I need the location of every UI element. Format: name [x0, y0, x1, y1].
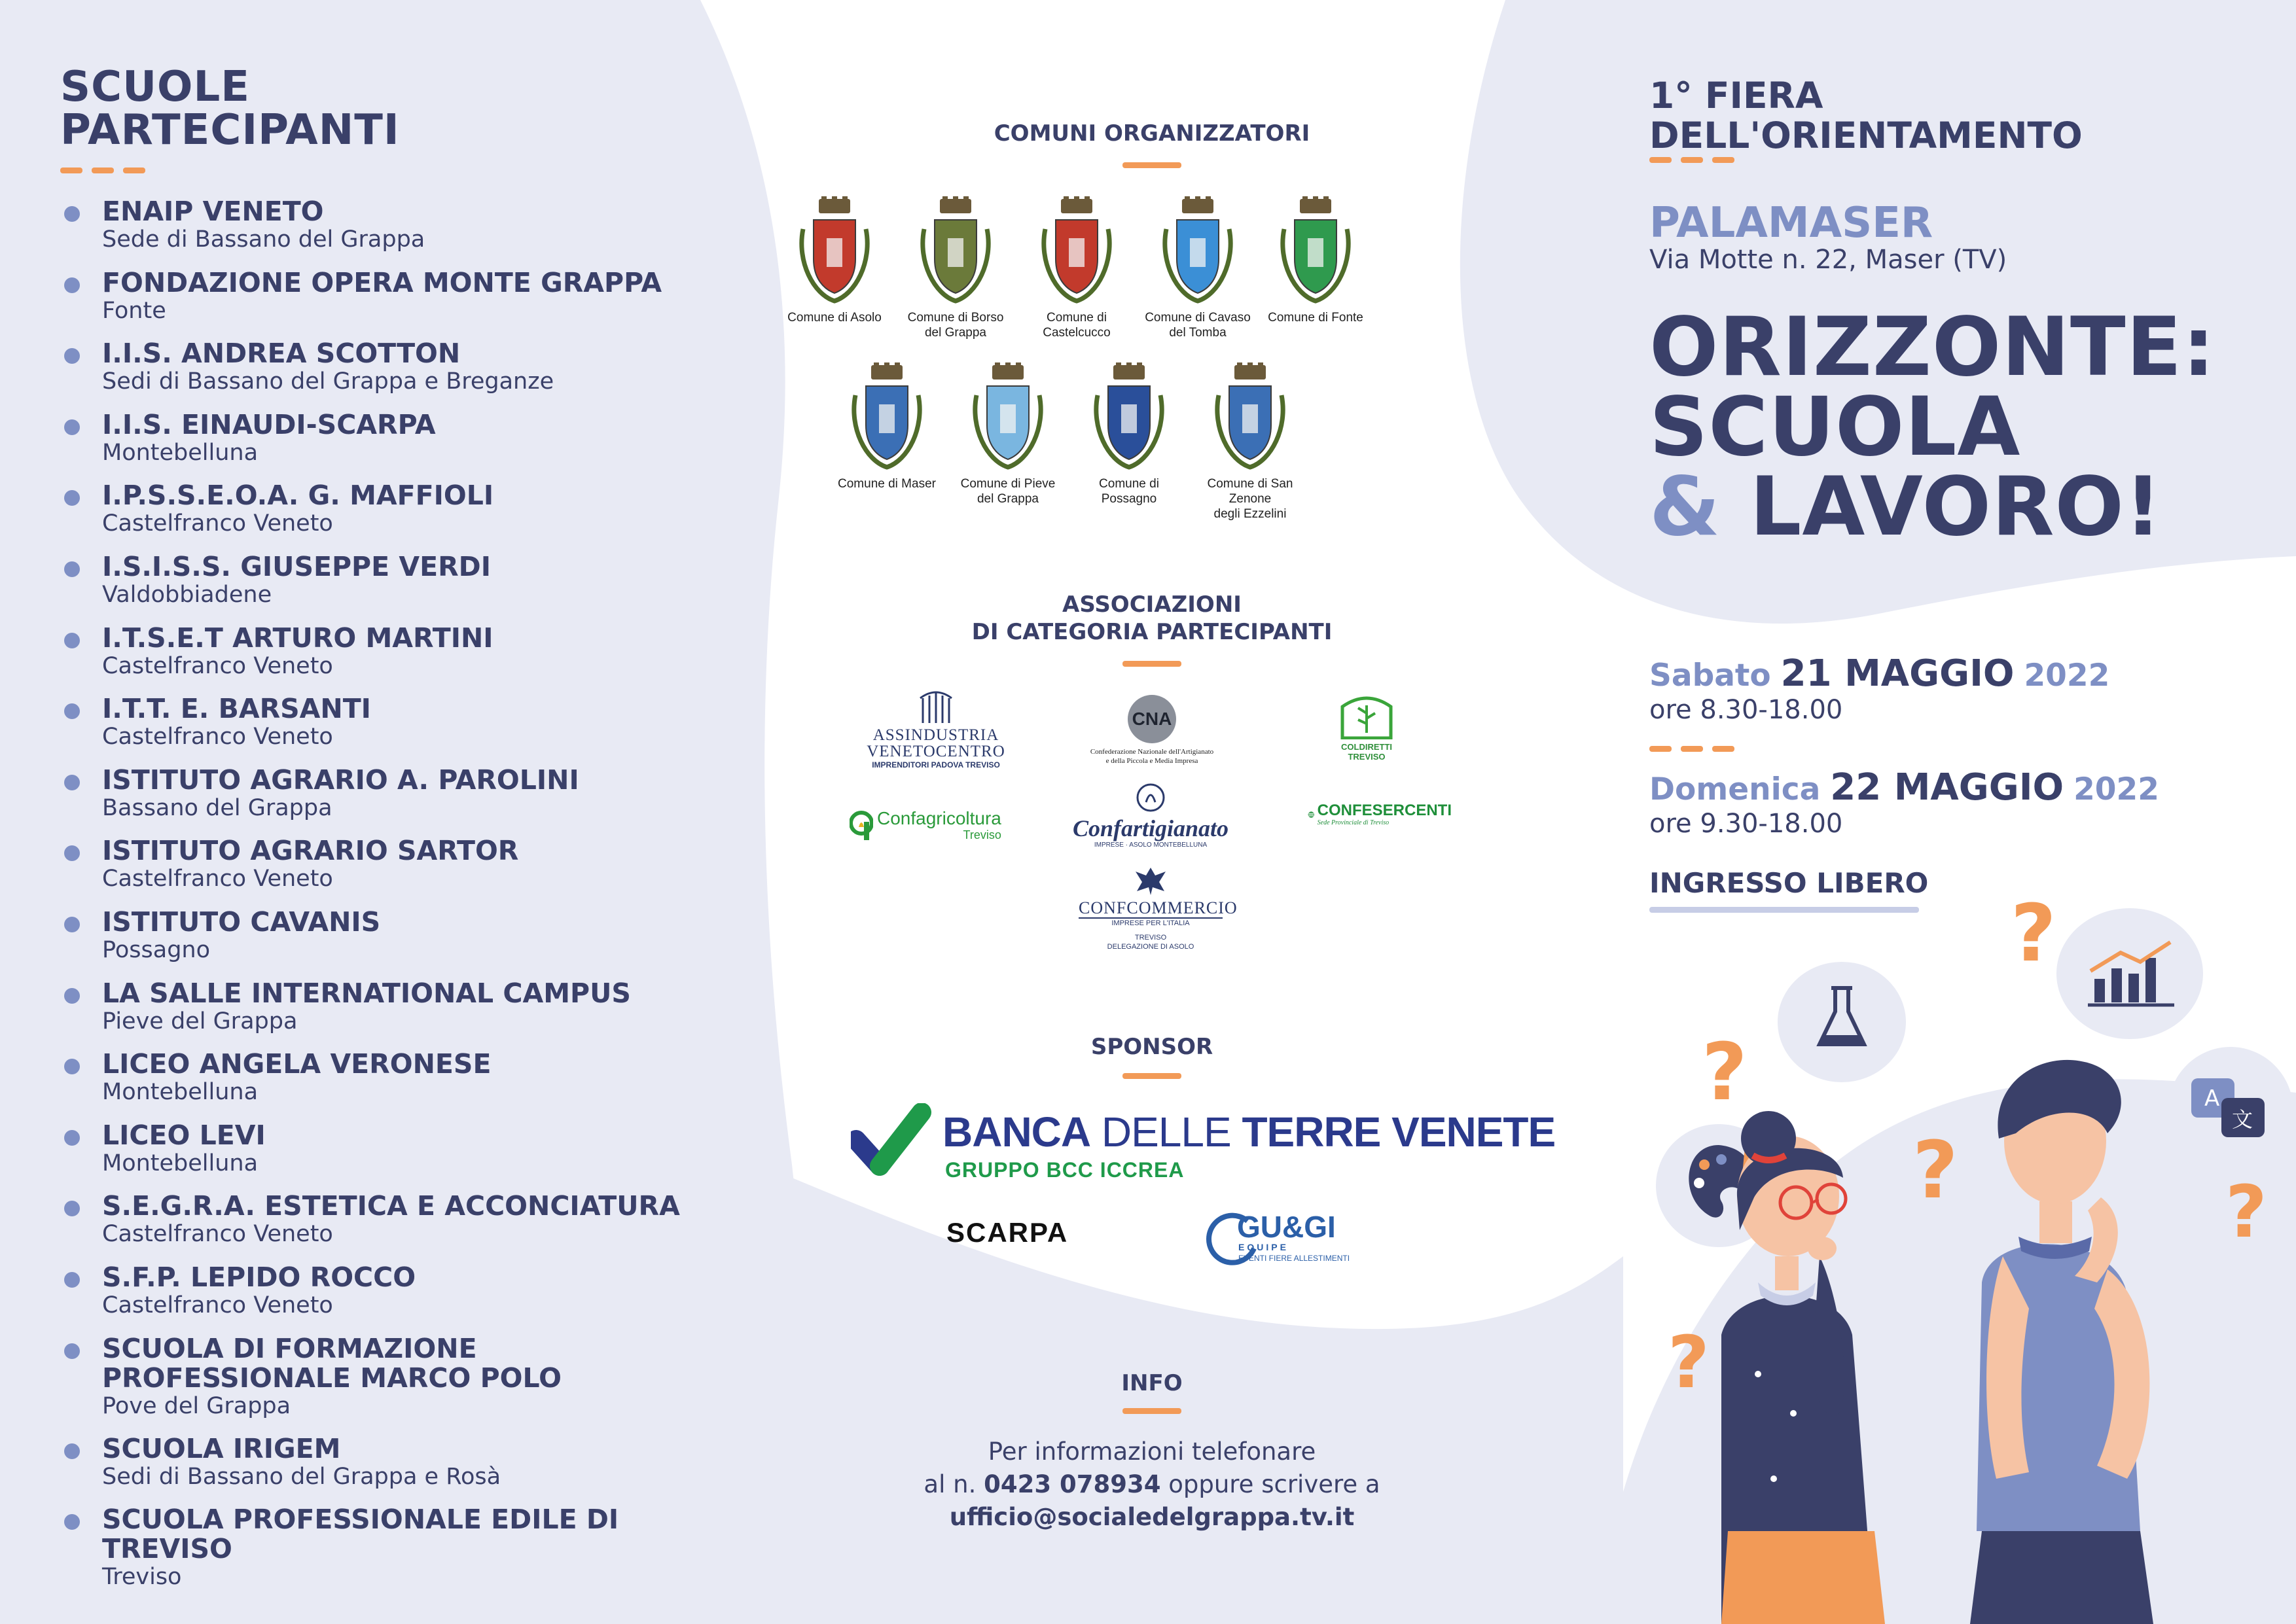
school-name: SCUOLA PROFESSIONALE EDILE DI TREVISO [102, 1504, 619, 1565]
confcommercio-eagle-icon [1133, 865, 1168, 896]
cna-mark-icon: CNA [1128, 695, 1176, 743]
coat-of-arms-icon [1036, 196, 1117, 306]
scarpa-logo: SCARPA [946, 1217, 1069, 1248]
cna-desc-line2: e della Piccola e Media Impresa [1105, 757, 1198, 765]
comune-label-line1: Comune di Castelcucco [1043, 311, 1111, 340]
list-item [60, 979, 741, 1050]
headline-ampersand: & [1649, 460, 1721, 554]
bank-group: GRUPPO BCC ICCREA [945, 1158, 1185, 1182]
comune-label-line2: del Tomba [1169, 326, 1227, 340]
bullet-icon [64, 988, 80, 1004]
school-location: Sedi di Bassano del Grappa e Breganze [102, 368, 554, 395]
sponsor-title: SPONSOR [1090, 1034, 1213, 1060]
bank-name-bold: BANCA [942, 1108, 1091, 1156]
coat-of-arms-icon [1088, 362, 1170, 472]
cna-logo [1073, 695, 1230, 766]
assindustria-name-line1: ASSINDUSTRIA [872, 726, 999, 744]
headline-line3: LAVORO! [1749, 460, 2162, 554]
list-item [60, 1434, 741, 1506]
coat-of-arms-icon [794, 196, 875, 306]
school-name: LA SALLE INTERNATIONAL CAMPUS [102, 977, 631, 1009]
bullet-icon [64, 419, 80, 435]
coat-of-arms-icon [1275, 196, 1356, 306]
coldiretti-logo [1334, 694, 1399, 762]
confagricoltura-emblem-icon [850, 809, 873, 841]
comune-crest [1191, 362, 1309, 521]
date-dashes [1649, 746, 1734, 752]
date-hours: ore 8.30-18.00 [1649, 695, 1843, 725]
comune-label-line2: degli Ezzelini [1213, 507, 1287, 521]
comune-label-line1: Comune di Fonte [1268, 311, 1363, 325]
school-location: Castelfranco Veneto [102, 510, 333, 537]
confagricoltura-logo [850, 809, 1020, 841]
comune-label-line1: Comune di Possagno [1099, 477, 1159, 506]
list-item [60, 197, 741, 268]
school-name: S.E.G.R.A. ESTETICA E ACCONCIATURA [102, 1190, 680, 1222]
svg-text:?: ? [1668, 1320, 1710, 1404]
school-location: Montebelluna [102, 1150, 259, 1176]
comune-label-line2: del Grappa [924, 326, 986, 340]
list-item [60, 1263, 741, 1334]
assindustria-logo [857, 690, 1014, 770]
school-name: SCUOLA IRIGEM [102, 1432, 341, 1464]
school-name: S.F.P. LEPIDO ROCCO [102, 1261, 416, 1293]
headline-line1: ORIZZONTE: [1649, 300, 2215, 395]
bullet-icon [64, 775, 80, 790]
gugi-tagline: EVENTI FIERE ALLESTIMENTI [1238, 1254, 1350, 1263]
comune-label-line1: Comune di Maser [838, 477, 936, 491]
school-location: Pove del Grappa [102, 1392, 291, 1419]
coldiretti-name: COLDIRETTI [1341, 742, 1392, 752]
comune-crest [1257, 196, 1374, 325]
comune-crest [1018, 196, 1136, 340]
svg-text:?: ? [2225, 1170, 2267, 1254]
comune-label-line1: Comune di Asolo [787, 311, 882, 325]
participating-schools-panel [60, 63, 741, 1591]
date-hours: ore 9.30-18.00 [1649, 809, 1843, 839]
list-item [60, 908, 741, 979]
bullet-icon [64, 277, 80, 293]
school-location: Possagno [102, 936, 211, 963]
svg-text:?: ? [2011, 890, 2056, 980]
comune-crest [897, 196, 1014, 340]
gugi-equipe: EQUIPE [1238, 1242, 1289, 1252]
comune-crest [1070, 362, 1188, 506]
list-item [60, 339, 741, 410]
date-year: 2022 [2073, 771, 2159, 807]
school-location: Valdobbiadene [102, 581, 272, 608]
date-date: 22 MAGGIO [1830, 766, 2064, 809]
list-item [60, 552, 741, 624]
comune-crest [776, 196, 893, 325]
school-name: ISTITUTO AGRARIO A. PAROLINI [102, 764, 579, 796]
school-location: Sedi di Bassano del Grappa e Rosà [102, 1463, 501, 1490]
comune-label-line2: del Grappa [977, 492, 1039, 506]
title-dashes [60, 168, 741, 173]
school-location: Pieve del Grappa [102, 1008, 298, 1034]
confartigianato-sub: IMPRESE · ASOLO MONTEBELLUNA [1094, 841, 1208, 849]
bullet-icon [64, 561, 80, 577]
venue-name: PALAMASER [1649, 199, 1933, 247]
school-name: I.T.S.E.T ARTURO MARTINI [102, 622, 493, 654]
svg-text:?: ? [1912, 1125, 1958, 1216]
bullet-icon [64, 1201, 80, 1216]
bullet-icon [64, 845, 80, 861]
school-name: I.I.S. ANDREA SCOTTON [102, 338, 461, 370]
assoc-title-line1: ASSOCIAZIONI [1062, 591, 1242, 618]
bullet-icon [64, 1443, 80, 1459]
info-title: INFO [1121, 1370, 1183, 1396]
date-sunday [1649, 766, 2159, 809]
confartigianato-name: Confartigianato [1072, 815, 1229, 841]
school-name-line2: PROFESSIONALE MARCO POLO [102, 1362, 562, 1394]
assindustria-name-line2: VENETOCENTRO [867, 743, 1005, 760]
list-item [60, 1334, 741, 1434]
assoc-title-bar [1122, 661, 1181, 667]
comuni-title: COMUNI ORGANIZZATORI [994, 120, 1310, 147]
confesercenti-emblem-icon [1308, 798, 1315, 831]
comune-crest [949, 362, 1067, 506]
comune-crest [1139, 196, 1257, 340]
confesercenti-logo [1308, 798, 1452, 831]
coat-of-arms-icon [1157, 196, 1238, 306]
coldiretti-emblem-icon [1338, 694, 1395, 739]
school-location: Castelfranco Veneto [102, 1221, 333, 1248]
headline-line2: SCUOLA [1649, 380, 2021, 474]
coldiretti-city: TREVISO [1348, 752, 1386, 762]
girl-figure-icon [1721, 1111, 1885, 1624]
students-illustration [1623, 890, 2296, 1624]
info-line1: Per informazioni telefonare [988, 1438, 1316, 1466]
school-location: Montebelluna [102, 1079, 259, 1106]
school-location: Treviso [102, 1564, 182, 1591]
school-name: I.S.I.S.S. GIUSEPPE VERDI [102, 550, 491, 582]
schools-title-line1: SCUOLE [60, 63, 250, 111]
entry-info: INGRESSO LIBERO [1649, 867, 1929, 899]
bullet-icon [64, 1059, 80, 1074]
info-phone[interactable]: 0423 078934 [984, 1470, 1161, 1498]
fiera-title-line1: 1° FIERA [1649, 75, 1823, 116]
bullet-icon [64, 917, 80, 932]
cna-desc-line1: Confederazione Nazionale dell'Artigianato [1090, 748, 1214, 756]
bank-name-bold2: TERRE VENETE [1242, 1108, 1556, 1156]
list-item [60, 1192, 741, 1263]
translate-bubble-icon [2168, 1047, 2293, 1175]
comuni-title-bar [1122, 162, 1181, 168]
coat-of-arms-icon [915, 196, 996, 306]
comune-label-line1: Comune di Pieve [960, 477, 1056, 491]
comune-label-line1: Comune di Cavaso [1145, 311, 1251, 325]
bullet-icon [64, 1272, 80, 1288]
bullet-icon [64, 703, 80, 719]
bullet-icon [64, 1130, 80, 1146]
coat-of-arms-icon [967, 362, 1049, 472]
confcommercio-name: CONFCOMMERCIO [1079, 898, 1238, 917]
confcommercio-logo [1066, 865, 1236, 951]
school-name: LICEO ANGELA VERONESE [102, 1048, 492, 1080]
school-name: ISTITUTO AGRARIO SARTOR [102, 835, 519, 867]
confesercenti-sub: Sede Provinciale di Treviso [1317, 819, 1390, 826]
list-item [60, 268, 741, 340]
date-day: Domenica [1649, 771, 1821, 807]
school-location: Castelfranco Veneto [102, 1292, 333, 1318]
bullet-icon [64, 490, 80, 506]
page-title [1649, 300, 2215, 554]
center-panel [733, 0, 1571, 1624]
schools-list [60, 196, 741, 1591]
schools-title-line2: PARTECIPANTI [60, 106, 400, 154]
list-item [60, 1050, 741, 1121]
list-item [60, 481, 741, 552]
school-location: Sede di Bassano del Grappa [102, 226, 425, 253]
list-item [60, 694, 741, 766]
lab-flask-bubble-icon [1778, 962, 1906, 1082]
school-location: Bassano del Grappa [102, 794, 332, 821]
date-saturday [1649, 652, 2110, 695]
school-name: I.T.T. E. BARSANTI [102, 693, 371, 725]
confagricoltura-city: Treviso [963, 828, 1001, 841]
gugi-name: GU&GI [1237, 1210, 1336, 1244]
chart-bubble-icon [2056, 908, 2203, 1039]
list-item [60, 766, 741, 837]
confartigianato-emblem-icon [1136, 783, 1166, 813]
school-location: Montebelluna [102, 439, 259, 466]
school-name: ISTITUTO CAVANIS [102, 906, 381, 938]
list-item [60, 836, 741, 908]
confcommercio-city: TREVISO [1134, 934, 1167, 942]
banca-terre-venete-logo [851, 1103, 1556, 1188]
bullet-icon [64, 1514, 80, 1530]
assindustria-tagline: IMPRENDITORI PADOVA TREVISO [872, 760, 1000, 769]
info-email[interactable]: ufficio@socialedelgrappa.tv.it [949, 1503, 1355, 1531]
bank-check-icon [851, 1103, 932, 1182]
fiera-title [1649, 76, 2083, 156]
school-name: I.P.S.S.E.O.A. G. MAFFIOLI [102, 480, 494, 512]
bullet-icon [64, 348, 80, 364]
confartigianato-logo [1066, 783, 1236, 849]
bullet-icon [64, 206, 80, 222]
comune-crest [828, 362, 946, 491]
date-day: Sabato [1649, 658, 1771, 694]
info-suffix: oppure scrivere a [1168, 1470, 1380, 1498]
school-location: Castelfranco Veneto [102, 724, 333, 750]
list-item [60, 410, 741, 482]
boy-figure-icon [1970, 1060, 2153, 1624]
svg-text:文: 文 [2232, 1107, 2253, 1132]
school-name: FONDAZIONE OPERA MONTE GRAPPA [102, 266, 662, 298]
svg-text:A: A [2204, 1086, 2220, 1112]
info-prefix: al n. [924, 1470, 977, 1498]
bullet-icon [64, 1343, 80, 1359]
svg-text:?: ? [1702, 1027, 1748, 1118]
school-name: I.I.S. EINAUDI-SCARPA [102, 408, 436, 440]
fiera-title-line2: DELL'ORIENTAMENTO [1649, 115, 2083, 156]
school-location: Castelfranco Veneto [102, 866, 333, 892]
venue-address: Via Motte n. 22, Maser (TV) [1649, 245, 2007, 275]
info-line2 [733, 1468, 1571, 1501]
list-item [60, 1121, 741, 1192]
school-location: Castelfranco Veneto [102, 652, 333, 679]
comune-label-line1: Comune di San Zenone [1207, 477, 1293, 506]
confesercenti-name: CONFESERCENTI [1317, 802, 1452, 819]
school-name: LICEO LEVI [102, 1119, 266, 1151]
school-name: ENAIP VENETO [102, 196, 324, 227]
confagricoltura-name: Confagricoltura [877, 808, 1001, 828]
coat-of-arms-icon [846, 362, 927, 472]
list-item [60, 624, 741, 695]
event-panel [1649, 0, 2296, 1624]
bank-name-regular: DELLE [1101, 1108, 1231, 1156]
fiera-dashes [1649, 157, 1734, 163]
bullet-icon [64, 633, 80, 648]
confcommercio-delegation: DELEGAZIONE DI ASOLO [1107, 943, 1194, 951]
gugi-logo [1202, 1208, 1398, 1273]
school-location: Fonte [102, 297, 166, 324]
date-year: 2022 [2024, 658, 2110, 694]
comune-label-line1: Comune di Borso [907, 311, 1004, 325]
date-date: 21 MAGGIO [1780, 652, 2015, 695]
assoc-title-line2: DI CATEGORIA PARTECIPANTI [971, 619, 1333, 645]
school-name-line1: SCUOLA DI FORMAZIONE [102, 1332, 477, 1364]
info-title-bar [1122, 1408, 1181, 1414]
assindustria-emblem-icon [916, 690, 956, 724]
list-item [60, 1504, 741, 1591]
confcommercio-sub: IMPRESE PER L'ITALIA [1111, 919, 1190, 927]
coat-of-arms-icon [1210, 362, 1291, 472]
sponsor-title-bar [1122, 1073, 1181, 1079]
